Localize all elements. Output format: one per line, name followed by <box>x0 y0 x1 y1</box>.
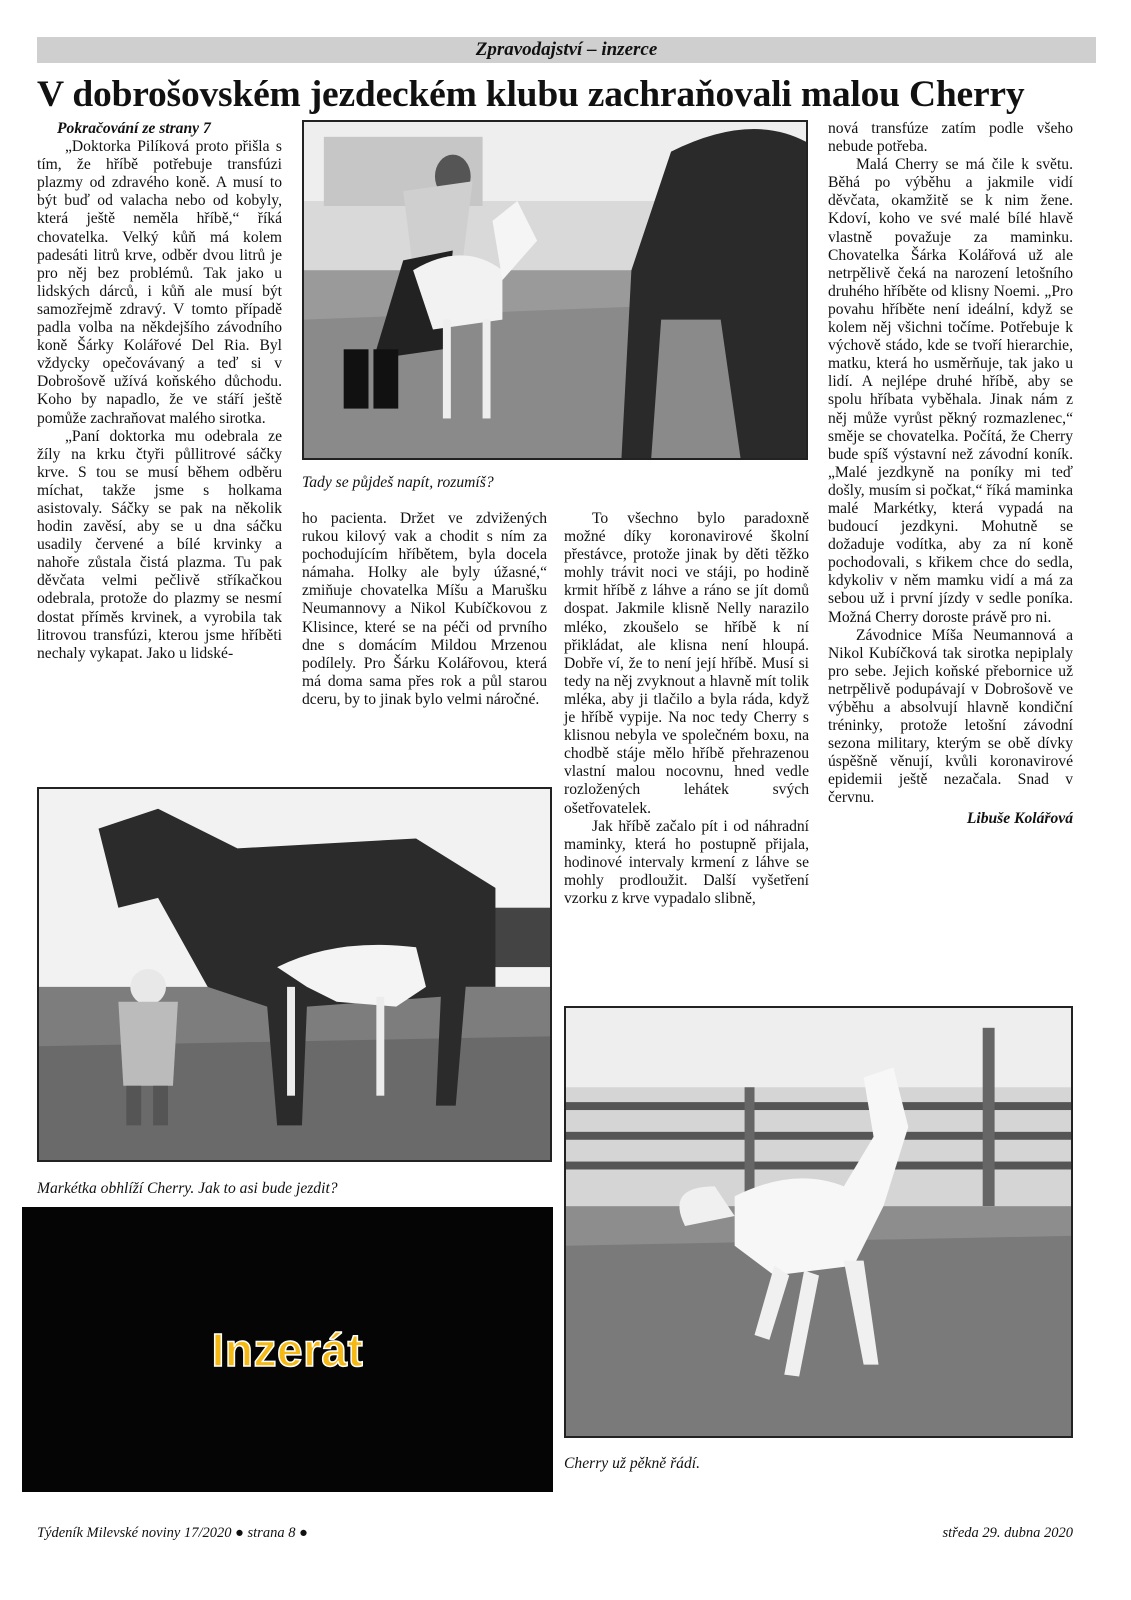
photo-girl-with-foal <box>302 120 808 460</box>
article-column-3 <box>564 510 809 908</box>
photo-mare-foal-child <box>37 787 552 1162</box>
paragraph: „Doktorka Pilíková proto přišla s tím, že hříbě potřebuje transfúzi plazmy od zdravého koně. A musí to být buď od valacha nebo od kobyly, která ještě neměla hříbě,“ říká chovatelka. Velký kůň má kolem padesáti litrů krve, odběr dvou litrů je pro něj bez problémů. Tak jako u lidských dárců, i kůň ale musí být samozřejmě zdravý. V tomto případě padla volba na někdejšího závodního koně Šárky Kolářové Del Ria. Byl vždycky opečovávaný a teď si v Dobrošově užívá koňského důchodu. Koho by napadlo, že ve stáří ještě pomůže zachraňovat malého sirotka. <box>37 138 282 427</box>
paragraph: Jak hříbě začalo pít i od náhradní maminky, která ho postupně přijala, hodinové intervaly krmení z láhve se mohly prodloužit. Další vyšetření vzorku z krve vypadalo slibně, <box>564 817 809 907</box>
bullet-icon: ● <box>235 1525 244 1541</box>
publication-issue: Týdeník Milevské noviny 17/2020 <box>37 1525 232 1541</box>
photo-foal-running <box>564 1006 1073 1438</box>
paragraph: Závodnice Míša Neumannová a Nikol Kubíčková tak sirotka nepiplaly pro sebe. Jejich koňské přebornice už netrpělivě podupávají v Dobrošově ve výběhu a absolvují hlavně kondiční tréninky, protože letošní závodní sezona military, kterým se obě dívky úspěšně věnují, kvůli koronavirové epidemii ještě nezačala. Snad v červnu. <box>828 626 1073 807</box>
advertisement-box <box>22 1207 553 1492</box>
footer-left <box>37 1525 308 1542</box>
paragraph: To všechno bylo paradoxně možné díky koronavirové školní přestávce, protože jinak by děti těžko mohly trávit noci ve stáji, po hodině krmit hříbě z láhve a ráno se jít domů dospat. Jakmile klisně Nelly narazilo mléko, zkoušelo se hříbě k ní přikládat, ale klisna není hloupá. Dobře ví, že to není její hříbě. Musí si tedy na něj zvyknout a hlavně mít tolik mléka, aby ji tlačilo a byla ráda, když je hříbě vypije. Na noc tedy Cherry s klisnou nebyla ve společném boxu, na chodbě stáje mělo hříbě přehrazenou vlastní malou nocovnu, hned vedle rozložených lehátek svých ošetřovatelek. <box>564 510 809 817</box>
paragraph: nová transfúze zatím podle všeho nebude potřeba. <box>828 120 1073 156</box>
photo-caption: Tady se půjdeš napít, rozumíš? <box>302 474 494 491</box>
photo-caption: Cherry už pěkně řádí. <box>564 1455 700 1472</box>
article-column-1 <box>37 120 282 663</box>
bullet-icon: ● <box>299 1525 308 1541</box>
page-number: strana 8 <box>247 1525 296 1541</box>
paragraph: „Paní doktorka mu odebrala ze žíly na krku čtyři půllitrové sáčky krve. S tou se musí během odběru míchat, takže jsme s holkama asistovaly. Sáčky se pak na několik hodin zavěsí, aby se u dna sáčku usadily červené a bílé krvinky a nahoře zůstala čistá plazma. Tu pak děvčata velmi pečlivě stříkačkou odebrala, protože do plazmy se nesmí dostat příměs krvinek, a vyrobila tak litrovou transfúzi, kterou jsme hříběti nechaly vykapat. Jako u lidské- <box>37 427 282 662</box>
article-column-4 <box>828 120 1073 828</box>
headline: V dobrošovském jezdeckém klubu zachraňovali malou Cherry <box>37 74 1025 115</box>
article-column-2 <box>302 510 547 709</box>
paragraph: Malá Cherry se má čile k světu. Běhá po výběhu a jakmile vidí děvčata, okamžitě se k nim žene. Kdoví, koho ve své malé bílé hlavě vlastně považuje za maminku. Chovatelka Šárka Kolářová už ale netrpělivě čeká na narození letošního druhého hříběte od klisny Noemi. „Pro povahu hříběte není ideální, když se kolem něj všichni točíme. Potřebuje k výchově stádo, kde se tvoří hierarchie, matku, která ho usměrňuje, tak jako u lidí. A nejlépe druhé hříbě, aby se spolu hříbata vyběhala. Jinak nám z něj může vyrůst pěkný rozmazlenec,“ směje se chovatelka. Počítá, že Cherry bude spíš výstavní než závodní koník. „Malé jezdkyně na poníky mi teď došly, musím si počkat,“ říká maminka malé Markétky, která vypadá na budoucí jezdkyni. Mohutně se dožaduje vodítka, aby za ní koně pochodovali, s křikem chce do sedla, kdykoliv v něm mamku vidí a má za sebou už i první jízdy v sedle poníka. Možná Cherry doroste právě pro ni. <box>828 156 1073 626</box>
photo-caption: Markétka obhlíží Cherry. Jak to asi bude jezdit? <box>37 1180 338 1197</box>
paragraph: ho pacienta. Držet ve zdvižených rukou kilový vak a chodit s ním za pochodujícím hříbětem, byla docela námaha. Holky ale byly úžasné,“ zmiňuje chovatelka Míšu a Marušku Neumannovy a Nikol Kubíčkovou z Klisince, které se na péči od prvního dne s domácím Mildou Mrzenou podílely. Pro Šárku Kolářovou, která má doma sama přes rok a půl starou dceru, by to jinak bylo velmi náročné. <box>302 510 547 708</box>
advertisement-label: Inzerát <box>211 1323 364 1376</box>
continued-from-label: Pokračování ze strany 7 <box>57 120 211 137</box>
author-signature: Libuše Kolářová <box>966 809 1073 827</box>
section-header: Zpravodajství – inzerce <box>37 37 1096 63</box>
footer-date: středa 29. dubna 2020 <box>942 1525 1073 1541</box>
